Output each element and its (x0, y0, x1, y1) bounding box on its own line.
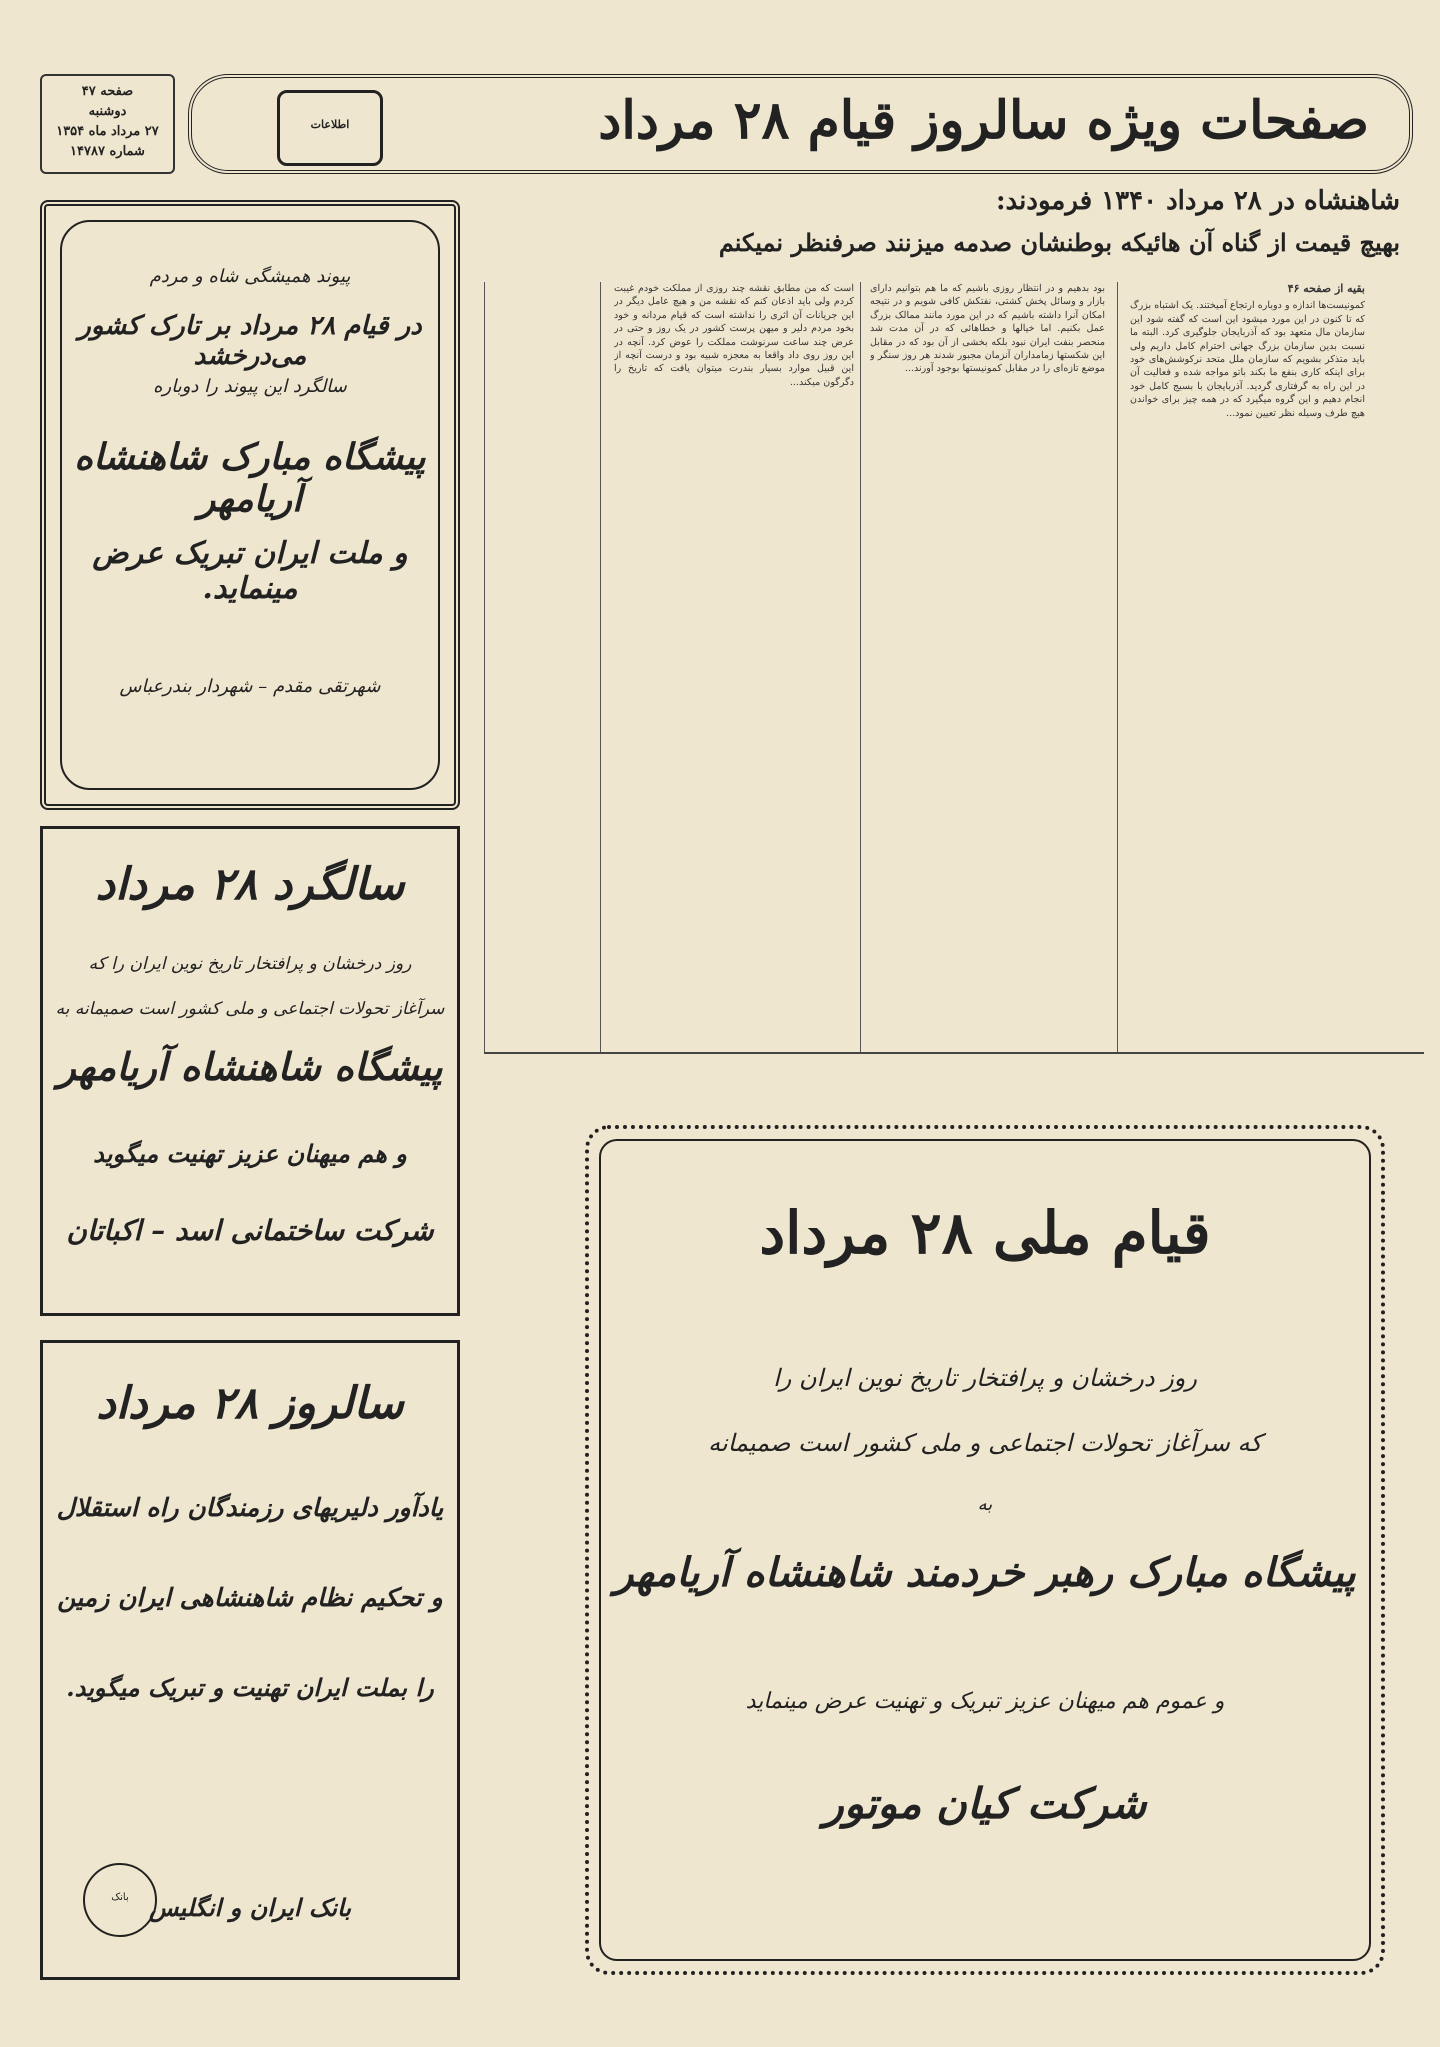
weekday: دوشنبه (88, 104, 127, 119)
page-number: صفحه ۴۷ (81, 84, 134, 99)
ad-signature: شرکت کیان موتور (823, 1779, 1147, 1828)
page-info-box (40, 74, 175, 174)
column-divider (1117, 282, 1118, 1052)
ad-title: قیام ملی ۲۸ مرداد (759, 1199, 1211, 1267)
banner-title: صفحات ویژه سالروز قیام ۲۸ مرداد (598, 90, 1369, 151)
ad-line: که سرآغاز تحولات اجتماعی و ملی کشور است صمیمانه (708, 1429, 1262, 1457)
article-headline: شاهنشاه در ۲۸ مرداد ۱۳۴۰ فرمودند: (995, 186, 1400, 216)
ad-line: پیشگاه شاهنشاه آریامهر (57, 1044, 443, 1089)
ad-title: سالگرد ۲۸ مرداد (95, 859, 405, 910)
column-text: است که من مطابق نقشه چند روزی از مملکت خودم غیبت کردم ولی باید اذعان کنم که نقشه من و هیچ عامل دیگر در این جریانات آن اثری را نداشته است که قیام مردانه و خود بخود مردم دلیر و میهن پرست کشور در یک روز و حتی در عرض چند ساعت سرنوشت مملکت را عوض کرد. آنچه در این روز روی داد واقعا به معجزه شبیه بود و درست آنچه از این قبیل موارد بسیار بندرت میتوان یافت که تاریخ را دگرگون میکند... (614, 283, 854, 388)
continued-label: بقیه از صفحه ۴۶ (1287, 282, 1365, 295)
ad-line: پیوند همیشگی شاه و مردم (149, 266, 351, 287)
article-left-rule (484, 282, 485, 1052)
column-divider (860, 282, 861, 1052)
article-bottom-rule (484, 1052, 1424, 1054)
ad-line: پیشگاه مبارک رهبر خردمند شاهنشاه آریامهر (614, 1549, 1356, 1596)
ad-signature: بانک ایران و انگلیس (148, 1893, 352, 1922)
ad-line: روز درخشان و پرافتخار تاریخ نوین ایران را (773, 1364, 1197, 1392)
advertisement-bandar-abbas (40, 200, 460, 810)
ad-line: و هم میهنان عزیز تهنیت میگوید (93, 1139, 407, 1168)
ad-line: را بملت ایران تهنیت و تبریک میگوید. (66, 1673, 434, 1702)
ad-signature: شهرتقی مقدم – شهردار بندرعباس (119, 676, 381, 697)
ad-line: روز درخشان و پرافتخار تاریخ نوین ایران را که (88, 954, 412, 974)
article-column-3 (614, 282, 854, 1052)
article-column-1 (1130, 282, 1365, 1052)
ad-line: و ملت ایران تبریک عرض مینماید. (92, 536, 408, 606)
ad-line: یادآور دلیریهای رزمندگان راه استقلال (56, 1493, 444, 1522)
ad-title: سالروز ۲۸ مرداد (96, 1378, 404, 1429)
ad-line: در قیام ۲۸ مرداد بر تارک کشور می‌درخشد (78, 311, 422, 371)
advertisement-bank (40, 1340, 460, 1980)
ad-line: به (977, 1494, 993, 1515)
column-text: بود بدهیم و در انتظار روزی باشیم که ما هم بتوانیم دارای بازار و وسائل پخش کشتی، نفتکش کافی شویم و در نتیجه امکان آنرا داشته باشیم که در این مورد مانند ممالک بزرگ عمل بکنیم. اما خیالها و خطاهائی که در آن مدت شد منحصر بنفت ایران نبود بلکه بخشی از آن بود که در مقابل این شکستها زمامداران آنزمان مجبور شدند هر روز سنگر و موضع تازه‌ای را در مقابل کمونیستها بوجود آورند... (870, 283, 1105, 375)
column-text: کمونیست‌ها اندازه و دوباره ارتجاع آمیختند. یک اشتباه بزرگ که تا کنون در این مورد میشود این است که گفته شود این سازمان مال متعهد بود که آذربایجان جلوگیری کرد. البته ما نسبت بدین سازمان بزرگ جهانی احترام کامل داریم ولی باید متذکر بشویم که سازمان ملل متحد نرکوشش‌های خود برای اینکه کاری بنفع ما بکند باتو مواجه شده و فعالیت آن در این راه به گرفتاری گردید. آذربایجان با بسیج کامل خود انجام دهیم و این گروه میگیرد که در همه چیز برای خواندن هیچ طرف وسیله نظر تعیین نمود... (1130, 300, 1365, 419)
article-column-2 (870, 282, 1105, 1052)
column-divider (600, 282, 601, 1052)
ettelaat-logo: اطلاعات (277, 90, 383, 166)
section-banner (188, 74, 1413, 174)
ad-line: پیشگاه مبارک شاهنشاه آریامهر (74, 436, 426, 520)
bank-seal-icon: بانک (83, 1863, 157, 1937)
advertisement-ekbatan (40, 826, 460, 1316)
ad-line: سرآغاز تحولات اجتماعی و ملی کشور است صمیمانه به (55, 999, 445, 1019)
ad-line: و عموم هم میهنان عزیز تبریک و تهنیت عرض مینماید (745, 1689, 1225, 1714)
advertisement-kian-motor (585, 1125, 1385, 1975)
ad-line: سالگرد این پیوند را دوباره (153, 376, 347, 397)
ad-line: و تحکیم نظام شاهنشاهی ایران زمین (57, 1583, 443, 1612)
ad-signature: شرکت ساختمانی اسد – اکباتان (66, 1214, 434, 1247)
article-subheadline: بهیچ قیمت از گناه آن هائیکه بوطنشان صدمه میزنند صرفنظر نمیکنم (718, 228, 1400, 257)
issue-number: شماره ۱۴۷۸۷ (70, 144, 145, 159)
date: ۲۷ مرداد ماه ۱۳۵۴ (56, 124, 159, 139)
